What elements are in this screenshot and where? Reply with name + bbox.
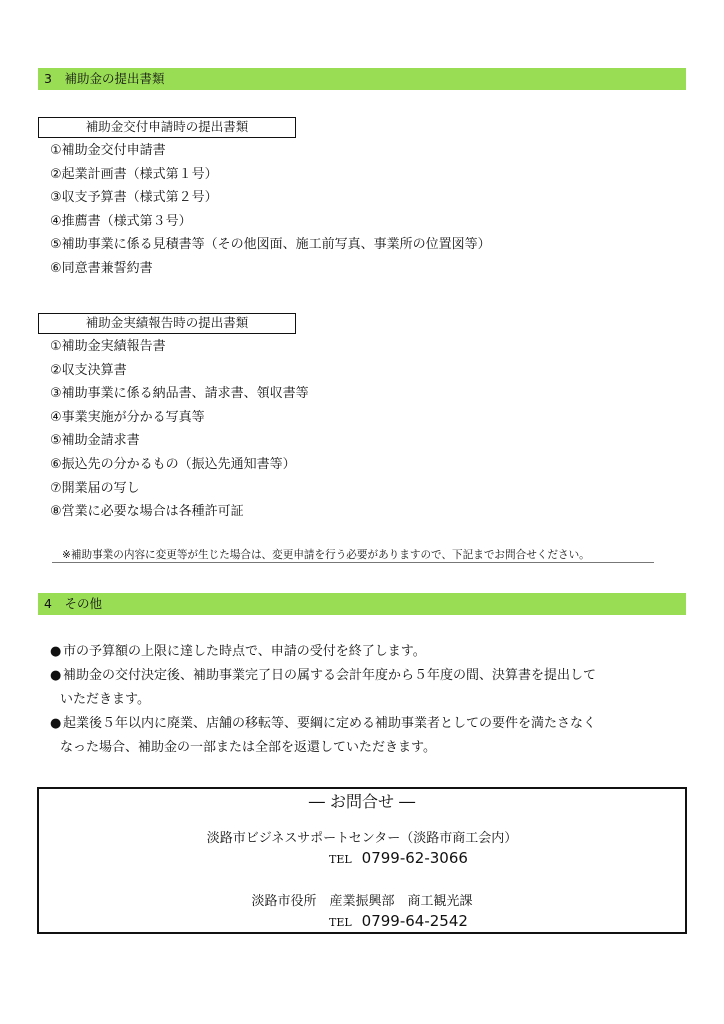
list-item: ①補助金交付申請書: [50, 143, 166, 158]
notes-list: [50, 640, 670, 760]
list-item: [50, 712, 670, 760]
list-item: ③収支予算書（様式第２号）: [50, 190, 218, 206]
tel-label: TEL: [329, 916, 352, 929]
list-item: ⑤補助金請求書: [50, 433, 140, 449]
list-item: [50, 664, 670, 712]
contact-org-2: 淡路市役所 産業振興部 商工観光課: [251, 894, 473, 909]
bullet-text: 補助金の交付決定後、補助事業完了日の属する会計年度から５年度の間、決算書を提出して: [63, 668, 597, 683]
list-item: ⑦開業届の写し: [50, 480, 140, 496]
list-item: ⑥同意書兼誓約書: [50, 260, 153, 276]
tel-number: 0799-62-3066: [361, 849, 468, 867]
application-documents-list: [50, 139, 491, 281]
contact-title: ― お問合せ ―: [308, 792, 416, 811]
contact-org-1: 淡路市ビジネスサポートセンター（淡路市商工会内）: [206, 831, 518, 846]
section-3-header: 3 補助金の提出書類: [38, 68, 686, 90]
list-item: ⑧営業に必要な場合は各種許可証: [50, 504, 244, 520]
bullet-icon: ●: [50, 668, 62, 683]
list-item: ②収支決算書: [50, 362, 127, 378]
tel-label: TEL: [329, 853, 352, 866]
list-item: ②起業計画書（様式第１号）: [50, 166, 218, 182]
report-documents-heading: 補助金実績報告時の提出書類: [38, 313, 296, 334]
report-documents-list: [50, 335, 309, 524]
bullet-text: 起業後５年以内に廃業、店舗の移転等、要綱に定める補助事業者としての要件を満たさなく: [63, 716, 597, 731]
contact-tel-1: [329, 849, 468, 867]
bullet-icon: ●: [50, 644, 62, 659]
list-item: ③補助事業に係る納品書、請求書、領収書等: [50, 386, 309, 402]
bullet-icon: ●: [50, 716, 62, 731]
tel-number: 0799-64-2542: [361, 912, 468, 930]
bullet-text: 市の予算額の上限に達した時点で、申請の受付を終了します。: [63, 644, 426, 659]
contact-box: [37, 787, 687, 934]
change-request-note: ※補助事業の内容に変更等が生じた場合は、変更申請を行う必要がありますので、下記までお問合せください。: [52, 548, 654, 563]
application-documents-heading: 補助金交付申請時の提出書類: [38, 117, 296, 138]
list-item: [50, 640, 670, 664]
list-item: ④事業実施が分かる写真等: [50, 409, 205, 425]
list-item: ④推薦書（様式第３号）: [50, 213, 192, 229]
contact-tel-2: [329, 912, 468, 930]
list-item: ①補助金実績報告書: [50, 339, 166, 354]
section-4-header: 4 その他: [38, 593, 686, 615]
list-item: ⑤補助事業に係る見積書等（その他図面、施工前写真、事業所の位置図等）: [50, 237, 491, 253]
bullet-text-continued: なった場合、補助金の一部または全部を返還していただきます。: [60, 740, 436, 755]
list-item: ⑥振込先の分かるもの（振込先通知書等）: [50, 456, 296, 472]
bullet-text-continued: いただきます。: [60, 692, 150, 707]
